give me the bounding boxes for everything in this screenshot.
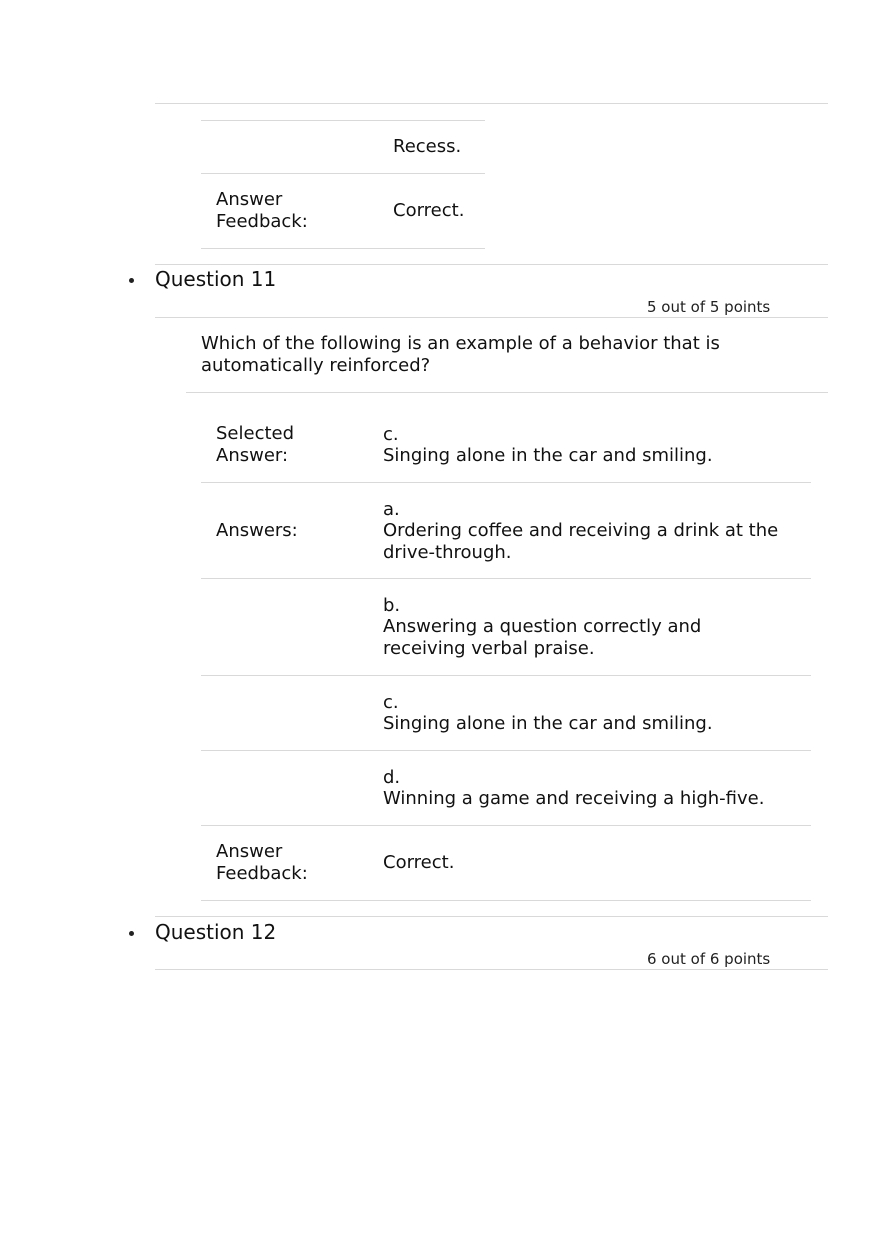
question-11-title: Question 11 bbox=[155, 267, 277, 291]
divider-q11-top bbox=[155, 264, 828, 265]
divider-q12-top bbox=[155, 916, 828, 917]
answer-d-text: Winning a game and receiving a high-five. bbox=[383, 788, 765, 809]
question-12-title: Question 12 bbox=[155, 920, 277, 944]
prev-answer-option: Recess. bbox=[393, 136, 462, 157]
prev-feedback-label: Answer Feedback: bbox=[216, 189, 308, 232]
answers-label: Answers: bbox=[216, 520, 298, 541]
divider-answer-a bbox=[201, 578, 811, 579]
prev-feedback-value: Correct. bbox=[393, 200, 465, 221]
divider-prev-table-bottom bbox=[201, 248, 485, 249]
answer-d-letter: d. bbox=[383, 767, 401, 788]
divider-q11-header bbox=[155, 317, 828, 318]
divider-q12-header bbox=[155, 969, 828, 970]
divider-feedback bbox=[201, 900, 811, 901]
question-12-points: 6 out of 6 points bbox=[647, 950, 771, 968]
feedback-value: Correct. bbox=[383, 852, 455, 873]
divider-answer-c bbox=[201, 750, 811, 751]
answer-c-text: Singing alone in the car and smiling. bbox=[383, 713, 713, 734]
divider-q11-prompt bbox=[186, 392, 828, 393]
feedback-label: Answer Feedback: bbox=[216, 841, 308, 884]
answer-a-letter: a. bbox=[383, 499, 400, 520]
bullet-icon bbox=[129, 931, 134, 936]
question-11-prompt: Which of the following is an example of a behavior that is automatically reinforced? bbox=[201, 333, 720, 376]
divider-answer-b bbox=[201, 675, 811, 676]
divider-prev-row bbox=[201, 173, 485, 174]
divider-selected bbox=[201, 482, 811, 483]
divider-prev-table-top bbox=[201, 120, 485, 121]
answer-b-letter: b. bbox=[383, 595, 401, 616]
selected-answer-text: Singing alone in the car and smiling. bbox=[383, 445, 713, 466]
answer-b-text: Answering a question correctly and receiving verbal praise. bbox=[383, 616, 702, 659]
divider-top bbox=[155, 103, 828, 104]
answer-a-text: Ordering coffee and receiving a drink at the drive-through. bbox=[383, 520, 779, 563]
bullet-icon bbox=[129, 278, 134, 283]
selected-answer-letter: c. bbox=[383, 424, 399, 445]
answer-c-letter: c. bbox=[383, 692, 399, 713]
selected-answer-label: Selected Answer: bbox=[216, 423, 295, 466]
divider-answer-d bbox=[201, 825, 811, 826]
question-11-points: 5 out of 5 points bbox=[647, 298, 771, 316]
